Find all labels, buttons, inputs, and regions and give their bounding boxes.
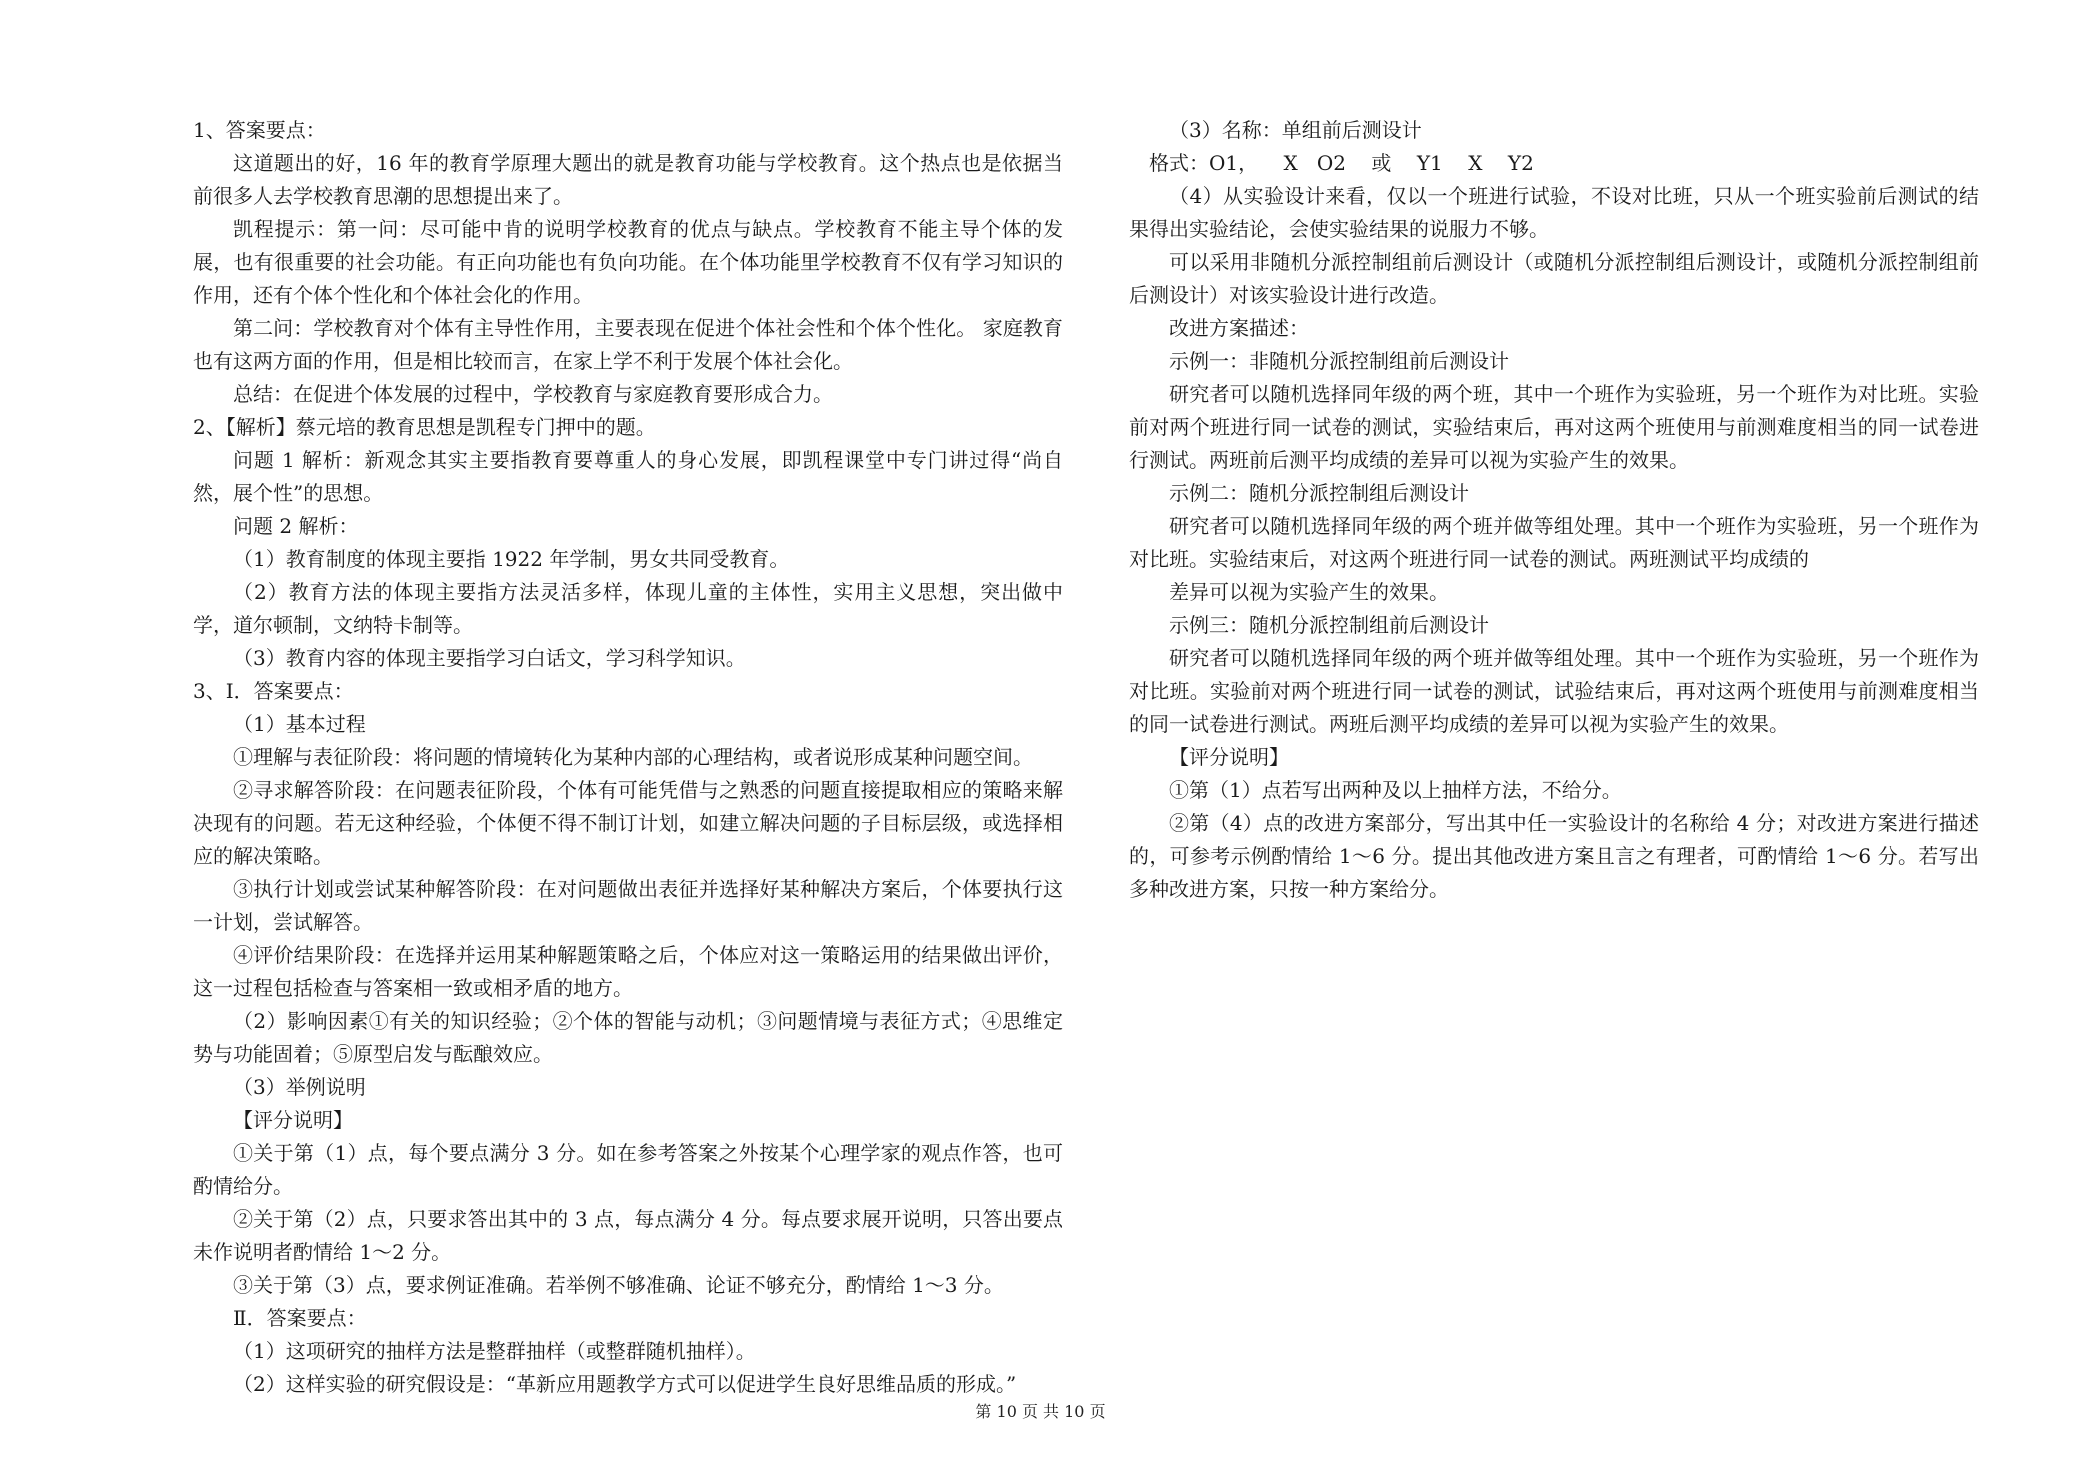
paragraph: 格式：O1， X O2 或 Y1 X Y2 bbox=[1149, 151, 1534, 175]
paragraph: 研究者可以随机选择同年级的两个班并做等组处理。其中一个班作为实验班，另一个班作为对比班。实验结束后，对这两个班进行同一试卷的测试。两班测试平均成绩的 bbox=[1129, 514, 1979, 571]
paragraph: 示例三：随机分派控制组前后测设计 bbox=[1169, 613, 1489, 637]
paragraph: （3）教育内容的体现主要指学习白话文，学习科学知识。 bbox=[233, 646, 746, 670]
paragraph: ①关于第（1）点，每个要点满分 3 分。如在参考答案之外按某个心理学家的观点作答，也可酌情给分。 bbox=[193, 1141, 1063, 1198]
paragraph: ③关于第（3）点，要求例证准确。若举例不够准确、论证不够充分，酌情给 1～3 分。 bbox=[233, 1273, 1004, 1297]
paragraph: （3）名称：单组前后测设计 bbox=[1169, 118, 1422, 142]
paragraph: 3、Ⅰ．答案要点： bbox=[193, 679, 354, 703]
paragraph: （1）基本过程 bbox=[233, 712, 366, 736]
paragraph: 示例一：非随机分派控制组前后测设计 bbox=[1169, 349, 1509, 373]
paragraph: 2、【解析】蔡元培的教育思想是凯程专门押中的题。 bbox=[193, 415, 656, 439]
paragraph: ③执行计划或尝试某种解答阶段：在对问题做出表征并选择好某种解决方案后，个体要执行这一计划，尝试解答。 bbox=[193, 877, 1063, 934]
right-column bbox=[1129, 114, 1979, 906]
paragraph: （4）从实验设计来看，仅以一个班进行试验，不设对比班，只从一个班实验前后测试的结果得出实验结论，会使实验结果的说服力不够。 bbox=[1129, 184, 1979, 241]
paragraph: 凯程提示：第一问：尽可能中肯的说明学校教育的优点与缺点。学校教育不能主导个体的发展，也有很重要的社会功能。有正向功能也有负向功能。在个体功能里学校教育不仅有学习知识的作用，还有个体个性化和个体社会化的作用。 bbox=[193, 217, 1063, 307]
paragraph: 【评分说明】 bbox=[1169, 745, 1289, 769]
paragraph: （2）教育方法的体现主要指方法灵活多样，体现儿童的主体性，实用主义思想，突出做中学，道尔顿制，文纳特卡制等。 bbox=[193, 580, 1063, 637]
paragraph: 总结：在促进个体发展的过程中，学校教育与家庭教育要形成合力。 bbox=[233, 382, 833, 406]
paragraph: （2）影响因素①有关的知识经验；②个体的智能与动机；③问题情境与表征方式；④思维定势与功能固着；⑤原型启发与酝酿效应。 bbox=[193, 1009, 1063, 1066]
paragraph: （3）举例说明 bbox=[233, 1075, 366, 1099]
paragraph: ①第（1）点若写出两种及以上抽样方法，不给分。 bbox=[1169, 778, 1622, 802]
paragraph: ②第（4）点的改进方案部分，写出其中任一实验设计的名称给 4 分；对改进方案进行描述的，可参考示例酌情给 1～6 分。提出其他改进方案且言之有理者，可酌情给 1～6 分。若写出多种改进方案，只按一种方案给分。 bbox=[1129, 811, 1979, 901]
paragraph: 可以采用非随机分派控制组前后测设计（或随机分派控制组后测设计，或随机分派控制组前后测设计）对该实验设计进行改造。 bbox=[1129, 250, 1979, 307]
paragraph: ①理解与表征阶段：将问题的情境转化为某种内部的心理结构，或者说形成某种问题空间。 bbox=[233, 745, 1033, 769]
page-footer: 第 10 页 共 10 页 bbox=[975, 1402, 1106, 1421]
paragraph: 【评分说明】 bbox=[233, 1108, 353, 1132]
paragraph: 差异可以视为实验产生的效果。 bbox=[1169, 580, 1449, 604]
paragraph: ④评价结果阶段：在选择并运用某种解题策略之后，个体应对这一策略运用的结果做出评价，这一过程包括检查与答案相一致或相矛盾的地方。 bbox=[193, 943, 1063, 1000]
left-column bbox=[193, 114, 1063, 1401]
paragraph: Ⅱ．答案要点： bbox=[233, 1306, 367, 1330]
paragraph: ②关于第（2）点，只要求答出其中的 3 点，每点满分 4 分。每点要求展开说明，只答出要点未作说明者酌情给 1～2 分。 bbox=[193, 1207, 1063, 1264]
paragraph: 1、答案要点： bbox=[193, 118, 326, 142]
paragraph: 问题 2 解析： bbox=[233, 514, 359, 538]
paragraph: 改进方案描述： bbox=[1169, 316, 1309, 340]
paragraph: 研究者可以随机选择同年级的两个班并做等组处理。其中一个班作为实验班，另一个班作为对比班。实验前对两个班进行同一试卷的测试，试验结束后，再对这两个班使用与前测难度相当的同一试卷进行测试。两班后测平均成绩的差异可以视为实验产生的效果。 bbox=[1129, 646, 1979, 736]
paragraph: 问题 1 解析：新观念其实主要指教育要尊重人的身心发展，即凯程课堂中专门讲过得“尚自然，展个性”的思想。 bbox=[193, 448, 1063, 505]
paragraph: 研究者可以随机选择同年级的两个班，其中一个班作为实验班，另一个班作为对比班。实验前对两个班进行同一试卷的测试，实验结束后，再对这两个班使用与前测难度相当的同一试卷进行测试。两班前后测平均成绩的差异可以视为实验产生的效果。 bbox=[1129, 382, 1979, 472]
paragraph: 这道题出的好，16 年的教育学原理大题出的就是教育功能与学校教育。这个热点也是依据当前很多人去学校教育思潮的思想提出来了。 bbox=[193, 151, 1063, 208]
paragraph: ②寻求解答阶段：在问题表征阶段，个体有可能凭借与之熟悉的问题直接提取相应的策略来解决现有的问题。若无这种经验，个体便不得不制订计划，如建立解决问题的子目标层级，或选择相应的解决策略。 bbox=[193, 778, 1063, 868]
paragraph: （1）这项研究的抽样方法是整群抽样（或整群随机抽样）。 bbox=[233, 1339, 756, 1363]
paragraph: （2）这样实验的研究假设是：“革新应用题教学方式可以促进学生良好思维品质的形成。” bbox=[233, 1372, 1017, 1396]
paragraph: （1）教育制度的体现主要指 1922 年学制，男女共同受教育。 bbox=[233, 547, 790, 571]
paragraph: 示例二：随机分派控制组后测设计 bbox=[1169, 481, 1469, 505]
paragraph: 第二问：学校教育对个体有主导性作用，主要表现在促进个体社会性和个体个性化。 家庭教育也有这两方面的作用，但是相比较而言，在家上学不利于发展个体社会化。 bbox=[193, 316, 1063, 373]
